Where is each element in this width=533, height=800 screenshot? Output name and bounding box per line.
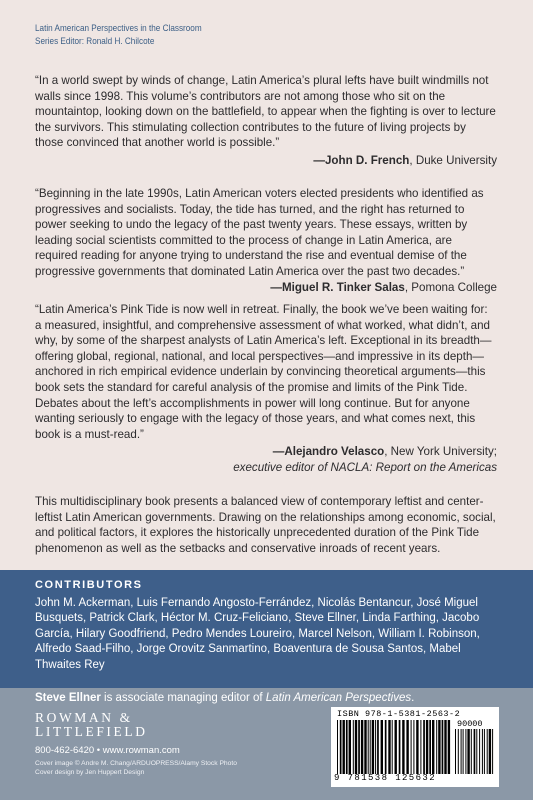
editor-name: Steve Ellner [35,692,101,704]
barcode-bar [461,729,462,774]
endorsement-attribution [270,280,497,296]
barcode-bar [377,720,379,774]
barcode-bar [395,720,397,774]
barcode-bar [340,720,342,774]
bio-end: . [411,692,415,704]
endorsement-french [35,73,497,169]
endorsement-attribution-line2 [35,460,497,476]
publisher-logo-line2: LITTLEFIELD [35,724,148,739]
barcode-bar [406,720,408,774]
endorsement-velasco [35,302,497,476]
barcode-bar [471,729,472,774]
barcode-bar [388,720,390,774]
series-info [35,22,202,48]
publisher-contact: 800-462-6420 • www.rowman.com [35,745,180,756]
endorsement-attribution [35,444,497,460]
barcode [331,707,499,787]
barcode-bar [364,720,366,774]
image-credit: Cover image © Andre M. Chang/ARDUOPRESS/Alamy Stock Photo [35,760,237,767]
barcode-bar [487,729,488,774]
barcode-bar [370,720,371,774]
barcode-bar [426,720,428,774]
contributors-band [0,570,533,688]
publisher-logo [35,711,148,739]
endorser-role: executive editor of [233,460,331,474]
barcode-bar [479,729,480,774]
endorser-affiliation: , Duke University [409,153,497,167]
barcode-bar [423,720,425,774]
barcode-bar [346,720,348,774]
journal-title: NACLA: Report on the Americas [330,460,497,474]
footer-band [0,688,533,800]
barcode-bar [355,720,357,774]
ean-barcode-bars [337,720,451,774]
endorser-name: —Alejandro Velasco [272,445,385,459]
barcode-bar [375,720,376,774]
barcode-bar [455,729,456,774]
barcode-bar [392,720,393,774]
barcode-bar [467,729,469,774]
barcode-bar [411,720,412,774]
barcode-bar [448,720,450,774]
endorser-affiliation: , Pomona College [404,280,497,294]
barcode-bar [484,729,485,774]
barcode-bar [432,720,434,774]
contributors-heading: CONTRIBUTORS [35,579,143,591]
series-editor: Series Editor: Ronald H. Chilcote [35,36,155,47]
endorsement-text: “Latin America’s Pink Tide is now well in retreat. Finally, the book we’ve been waiting for: a measured, insightful, and comprehensive assessment of what worked, what didn’t, and why, by some of the sharpest analysts of Latin America’s left. Exceptional in its breadth—offering global, regional, national, and local perspectives—and impressive in its depth—anchored in rich empirical evidence underlain by convincing theoretical arguments—this book sets the standard for careful analysis of the promise and limits of the Pink Tide. Debates about the left’s accomplishments in power will long continue. But for anyone wanting seriously to engage with the legacy of those years, and what comes next, this book is a must-read.” [35,303,492,441]
endorser-name: —Miguel R. Tinker Salas [270,280,405,294]
barcode-bar [413,720,414,774]
barcode-bar [399,720,401,774]
barcode-bar [353,720,354,774]
barcode-bar [444,720,446,774]
barcode-bar [465,729,466,774]
barcode-bar [476,729,477,774]
endorsement-text: “In a world swept by winds of change, Latin America’s plural lefts have built windmills not walls since 1998. This volume’s contributors are not among those who sit on the mountaintop, looking down on the battlefield, to appear when the fighting is over to lecture the survivors. This stimulating collection contributes to the future of living projects by those convinced that another world is possible.” [35,74,496,150]
publisher-logo-line1: ROWMAN & [35,710,133,725]
barcode-bar [385,720,387,774]
barcode-bar [416,720,418,774]
barcode-bar [436,720,437,774]
editor-bio [35,692,414,704]
barcode-bar [489,729,491,774]
series-title: Latin American Perspectives in the Classroom [35,23,202,34]
cover-credits [35,759,237,777]
barcode-bar [337,720,338,774]
barcode-bar [492,729,493,774]
barcode-bar [402,720,404,774]
barcode-bar [420,720,421,774]
bio-journal: Latin American Perspectives [265,692,412,704]
endorsement-attribution [35,153,497,169]
barcode-bar [361,720,363,774]
barcode-bar [343,720,345,774]
barcode-bar [458,729,459,774]
contributors-list: John M. Ackerman, Luis Fernando Angosto-Ferrández, Nicolás Bentancur, José Miguel Busquets, Patrick Clark, Héctor M. Cruz-Feliciano, Steve Ellner, Linda Farthing, Jacobo García, Hilary Goodfriend, Pedro Mendes Loureiro, Marcel Nelson, William I. Robinson, Alfredo Saad-Filho, Jorge Orovitz Sanmartino, Boaventura de Sousa Santos, Mabel Thwaites Rey [35,597,480,671]
isbn-label: ISBN 978-1-5381-2563-2 [337,709,461,719]
barcode-bar [474,729,476,774]
barcode-bar [429,720,431,774]
endorser-name: —John D. French [313,153,410,167]
book-description: This multidisciplinary book presents a balanced view of contemporary leftist and center-leftist Latin American governments. Drawing on the relationships among economic, social, and political factors, it explores the historically unprecedented duration of the Pink Tide phenomenon as well as the setbacks and conservative inroads of recent years. [35,495,496,555]
barcode-bar [438,720,440,774]
barcode-bar [349,720,351,774]
barcode-bar [463,729,464,774]
barcode-bar [372,720,374,774]
endorser-affiliation: , New York University; [384,445,497,459]
bio-text: is associate managing editor of [100,692,266,704]
addon-barcode-bars [455,729,495,774]
barcode-bar [368,720,369,774]
addon-number: 90000 [457,719,483,729]
barcode-bar [442,720,444,774]
endorsement-text: “Beginning in the late 1990s, Latin American voters elected presidents who identified as progressives and socialists. Today, the tide has turned, and the right has returned to power seeking to undo the legacy of the past twenty years. These essays, written by leading social scientists committed to the process of change in Latin America, are required reading for anyone trying to understand the rise and eventual demise of the progressive governments that dominated Latin America over the past two decades.” [35,187,484,278]
barcode-bar [358,720,360,774]
barcode-bar [381,720,383,774]
ean-number: 9 781538 125632 [334,773,437,783]
endorsement-tinker-salas [35,186,497,295]
design-credit: Cover design by Jen Huppert Design [35,769,145,776]
barcode-bar [482,729,483,774]
